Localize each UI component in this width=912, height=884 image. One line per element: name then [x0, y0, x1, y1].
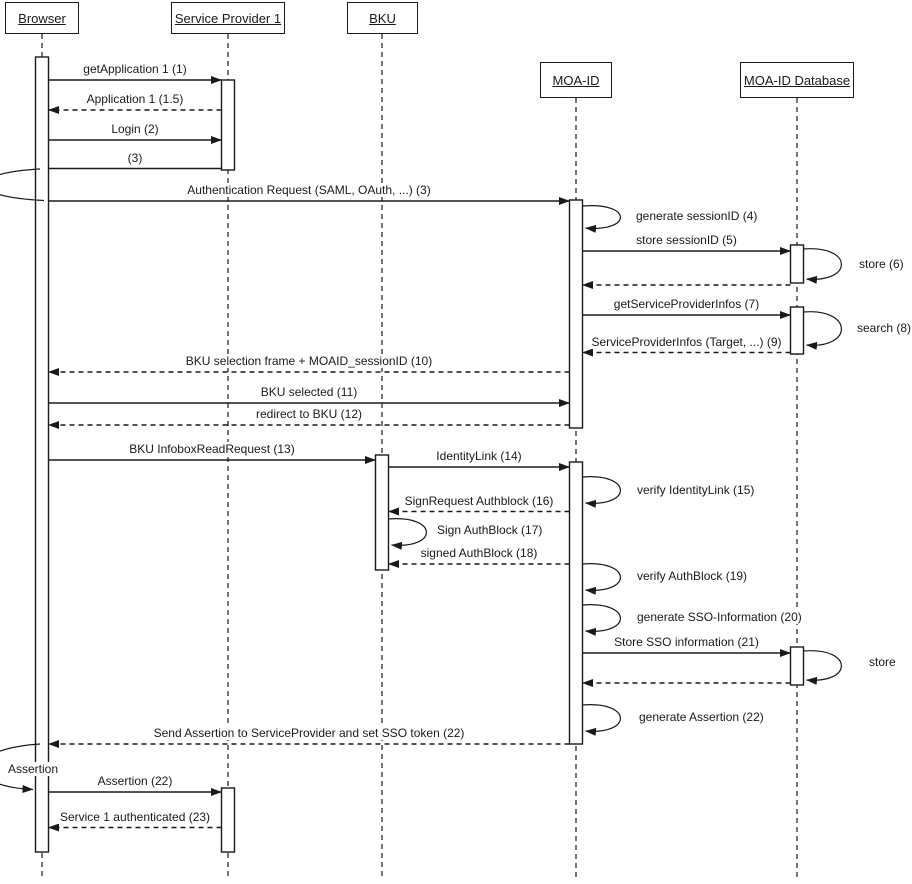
self-message-label: generate SSO-Information (20) — [634, 610, 805, 624]
message-label: store sessionID (5) — [633, 233, 740, 247]
self-message-label: generate Assertion (22) — [636, 710, 767, 724]
actor-browser — [5, 2, 79, 34]
message-label: BKU InfoboxReadRequest (13) — [126, 442, 297, 456]
activation-bar-sp — [222, 80, 235, 170]
activation-bar-db — [791, 307, 804, 354]
activation-bar-moaid — [570, 200, 583, 428]
message-label: Send Assertion to ServiceProvider and set SSO token (22) — [151, 726, 468, 740]
actor-browser-label: Browser — [18, 10, 66, 26]
actor-bku-label: BKU — [369, 10, 396, 26]
message-label: Login (2) — [108, 122, 161, 136]
self-message-loop — [804, 249, 842, 280]
message-label: IdentityLink (14) — [433, 449, 524, 463]
self-message-label: store — [866, 655, 899, 669]
actor-moaid-database — [740, 62, 854, 98]
self-message-label: generate sessionID (4) — [633, 209, 760, 223]
self-message-loop — [389, 519, 427, 546]
message-label: signed AuthBlock (18) — [418, 546, 541, 560]
message-label: getApplication 1 (1) — [80, 62, 189, 76]
self-message-loop — [583, 477, 621, 504]
actor-moaid-label: MOA-ID — [552, 72, 600, 88]
message-label: ServiceProviderInfos (Target, ...) (9) — [588, 335, 784, 349]
message-label: BKU selection frame + MOAID_sessionID (10) — [183, 354, 435, 368]
message-label: getServiceProviderInfos (7) — [611, 297, 762, 311]
self-message-loop — [583, 206, 621, 229]
self-message-loop — [583, 564, 621, 591]
self-message-label: verify IdentityLink (15) — [634, 483, 757, 497]
activation-bar-moaid — [570, 462, 583, 744]
actor-service-provider-label: Service Provider 1 — [174, 10, 282, 26]
message-label: Service 1 authenticated (23) — [57, 810, 213, 824]
activation-bar-sp — [222, 788, 235, 852]
self-message-label: search (8) — [854, 321, 912, 335]
message-label: Authentication Request (SAML, OAuth, ...) (3) — [184, 183, 433, 197]
self-message-loop — [804, 312, 842, 346]
actor-moaid — [540, 62, 612, 98]
message-label: redirect to BKU (12) — [253, 407, 365, 421]
activation-bar-bku — [376, 455, 389, 570]
self-message-label: verify AuthBlock (19) — [634, 569, 750, 583]
message-label: BKU selected (11) — [258, 385, 361, 399]
self-message-label: store (6) — [856, 257, 907, 271]
actor-bku — [347, 2, 418, 34]
message-label: Application 1 (1.5) — [84, 92, 187, 106]
message-label: Store SSO information (21) — [611, 635, 762, 649]
message-label: (3) — [125, 151, 146, 165]
redirect-arc-bottom — [0, 744, 40, 790]
activation-bar-db — [791, 647, 804, 685]
self-message-label: Sign AuthBlock (17) — [434, 523, 545, 537]
self-message-loop — [804, 651, 842, 681]
actor-service-provider — [171, 2, 285, 34]
assertion-annotation: Assertion — [5, 762, 61, 776]
message-label: SignRequest Authblock (16) — [402, 494, 557, 508]
self-message-loop — [583, 705, 621, 732]
self-message-loop — [583, 605, 621, 632]
activation-bar-browser — [36, 57, 49, 852]
actor-moaid-database-label: MOA-ID Database — [743, 72, 851, 88]
message-label: Assertion (22) — [95, 774, 176, 788]
activation-bar-db — [791, 245, 804, 283]
